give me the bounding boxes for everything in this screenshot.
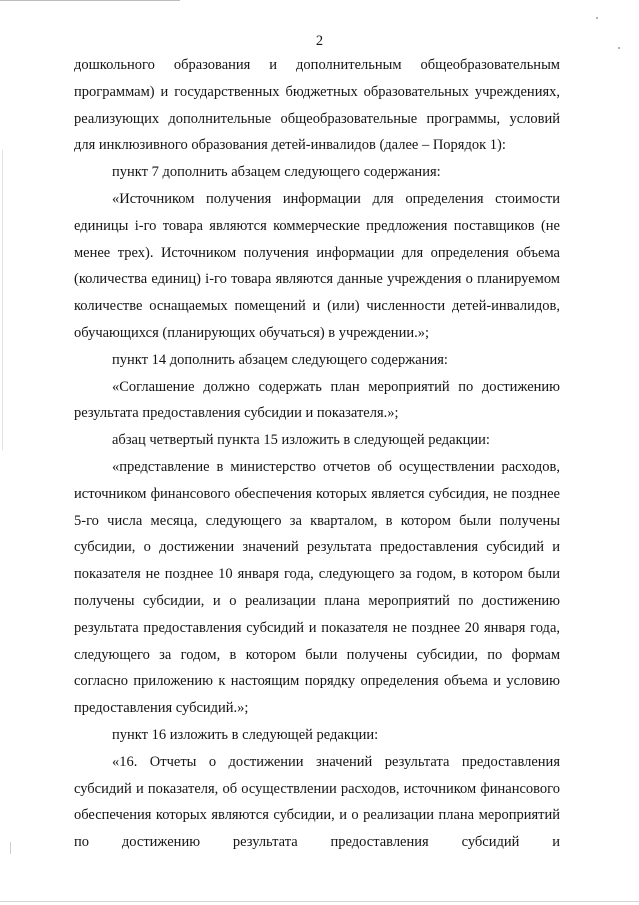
page-number: 2 bbox=[315, 33, 324, 49]
scan-edge-left bbox=[2, 150, 3, 450]
paragraph-amendment-item-15: абзац четвертый пункта 15 изложить в следующей редакции: bbox=[112, 432, 490, 449]
paragraph-quoted-text-item-7: «Источником получения информации для определения стоимости единицы i-го товара являются коммерческие предложения поставщиков (не менее трех). Источником получения информации для определения объема (количества единиц) i-го товара являются данные учреждения о планируемом количестве оснащаемых помещений и (или) численности детей-инвалидов, обучающихся (планирующих обучаться) в учреждении.»; bbox=[74, 190, 560, 341]
paragraph-amendment-item-16: пункт 16 изложить в следующей редакции: bbox=[112, 726, 379, 743]
scan-edge-top bbox=[0, 0, 180, 1]
scan-speck bbox=[10, 842, 11, 854]
paragraph-amendment-item-14: пункт 14 дополнить абзацем следующего содержания: bbox=[112, 351, 448, 368]
paragraph-quoted-text-item-14: «Соглашение должно содержать план мероприятий по достижению результата предоставления субсидии и показателя.»; bbox=[74, 378, 560, 422]
paragraph-quoted-text-item-15: «представление в министерство отчетов об осуществлении расходов, источником финансового обеспечения которых является субсидия, не позднее 5-го числа месяца, следующего за кварталом, в котором были получены субсидии, о достижении значений результата предоставления субсидий и показателя не позднее 10 января года, следующего за годом, в котором были получены субсидии, и о реализации плана мероприятий по достижению результата предоставления субсидий и показателя не позднее 20 января года, следующего за годом, в котором были получены субсидии, по формам согласно приложению к настоящим порядку определения объема и условию предоставления субсидий.»; bbox=[74, 458, 560, 717]
scan-speck bbox=[596, 17, 598, 19]
paragraph-amendment-item-7: пункт 7 дополнить абзацем следующего содержания: bbox=[112, 164, 441, 181]
document-body bbox=[74, 52, 560, 856]
paragraph-continuation: дошкольного образования и дополнительным общеобразовательным программам) и государственных бюджетных образовательных учреждениях, реализующих дополнительные общеобразовательные программы, условий для инклюзивного образования детей-инвалидов (далее – Порядок 1): bbox=[74, 57, 560, 154]
paragraph-quoted-text-item-16: «16. Отчеты о достижении значений результата предоставления субсидий и показателя, об осуществлении расходов, источником финансового обеспечения которых являются субсидии, и о реализации плана мероприятий по достижению результата предоставления субсидий и bbox=[74, 753, 560, 851]
scan-edge-bottom bbox=[0, 901, 639, 902]
